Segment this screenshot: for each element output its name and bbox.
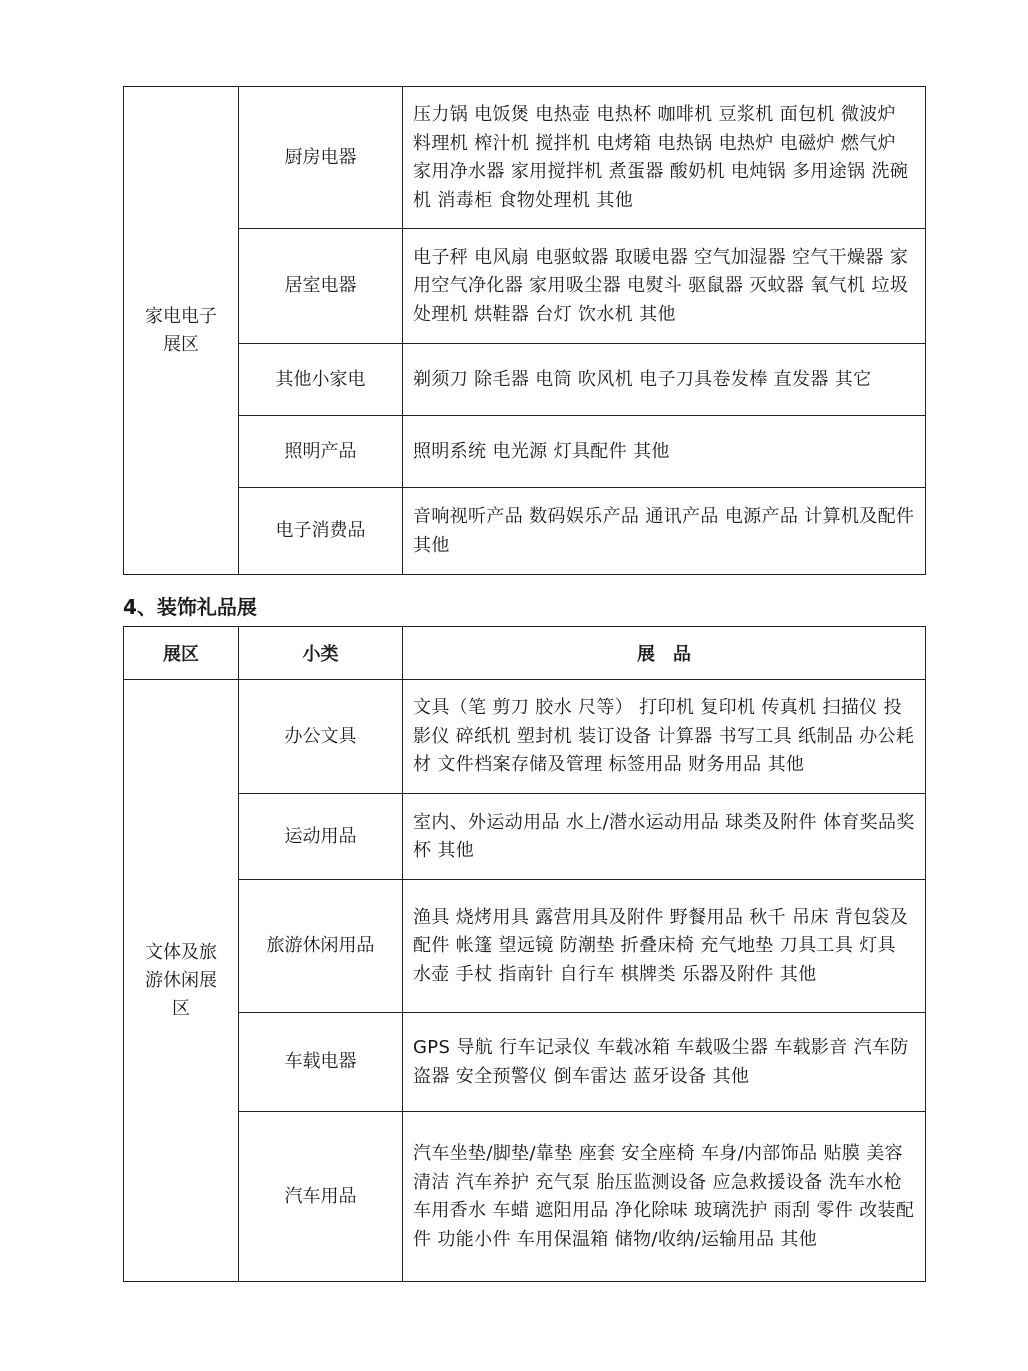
items-cell: 压力锅 电饭煲 电热壶 电热杯 咖啡机 豆浆机 面包机 微波炉 料理机 榨汁机 搅拌机 电烤箱 电热锅 电热炉 电磁炉 燃气炉 家用净水器 家用搅拌机 煮蛋器 酸奶机 电炖锅 多用途锅 洗碗机 消毒柜 食物处理机 其他 [403,87,926,229]
category-cell: 办公文具 [239,680,403,794]
category-cell: 汽车用品 [239,1112,403,1282]
items-cell: 剃须刀 除毛器 电筒 吹风机 电子刀具卷发棒 直发器 其它 [403,344,926,416]
category-cell: 运动用品 [239,794,403,880]
zone-label: 家电电子展区 [145,305,217,355]
items-cell: 音响视听产品 数码娱乐产品 通讯产品 电源产品 计算机及配件 其他 [403,488,926,575]
header-row [124,627,926,680]
zone-label: 文体及旅游休闲展区 [145,941,217,1019]
table-row [124,488,926,575]
table-row [124,1112,926,1282]
category-cell: 厨房电器 [239,87,403,229]
items-cell: 室内、外运动用品 水上/潜水运动用品 球类及附件 体育奖品奖杯 其他 [403,794,926,880]
header-category: 小类 [239,627,403,680]
table-row [124,794,926,880]
decoration-gifts-table [123,626,926,1282]
table-row [124,229,926,344]
category-cell: 照明产品 [239,416,403,488]
header-zone: 展区 [124,627,239,680]
category-cell: 其他小家电 [239,344,403,416]
appliance-electronics-table [123,86,926,575]
items-cell: 照明系统 电光源 灯具配件 其他 [403,416,926,488]
section-heading: 4、装饰礼品展 [123,595,257,619]
items-cell: 文具（笔 剪刀 胶水 尺等） 打印机 复印机 传真机 扫描仪 投影仪 碎纸机 塑封机 装订设备 计算器 书写工具 纸制品 办公耗材 文件档案存储及管理 标签用品 财务用品 其他 [403,680,926,794]
header-items: 展 品 [403,627,926,680]
category-cell: 居室电器 [239,229,403,344]
category-cell: 车载电器 [239,1013,403,1112]
items-cell: GPS 导航 行车记录仪 车载冰箱 车载吸尘器 车载影音 汽车防盗器 安全预警仪 倒车雷达 蓝牙设备 其他 [403,1013,926,1112]
category-cell: 旅游休闲用品 [239,880,403,1013]
table-row [124,87,926,229]
table-row [124,344,926,416]
table-row [124,680,926,794]
zone-cell [124,87,239,575]
items-cell: 汽车坐垫/脚垫/靠垫 座套 安全座椅 车身/内部饰品 贴膜 美容清洁 汽车养护 充气泵 胎压监测设备 应急救援设备 洗车水枪 车用香水 车蜡 遮阳用品 净化除味 玻璃洗护 雨刮 零件 改装配件 功能小件 车用保温箱 储物/收纳/运输用品 其他 [403,1112,926,1282]
zone-cell [124,680,239,1282]
table-row [124,416,926,488]
items-cell: 渔具 烧烤用具 露营用具及附件 野餐用品 秋千 吊床 背包袋及配件 帐篷 望远镜 防潮垫 折叠床椅 充气地垫 刀具工具 灯具 水壶 手杖 指南针 自行车 棋牌类 乐器及附件 其他 [403,880,926,1013]
table-row [124,880,926,1013]
items-cell: 电子秤 电风扇 电驱蚊器 取暖电器 空气加湿器 空气干燥器 家用空气净化器 家用吸尘器 电熨斗 驱鼠器 灭蚊器 氧气机 垃圾处理机 烘鞋器 台灯 饮水机 其他 [403,229,926,344]
category-cell: 电子消费品 [239,488,403,575]
table-row [124,1013,926,1112]
